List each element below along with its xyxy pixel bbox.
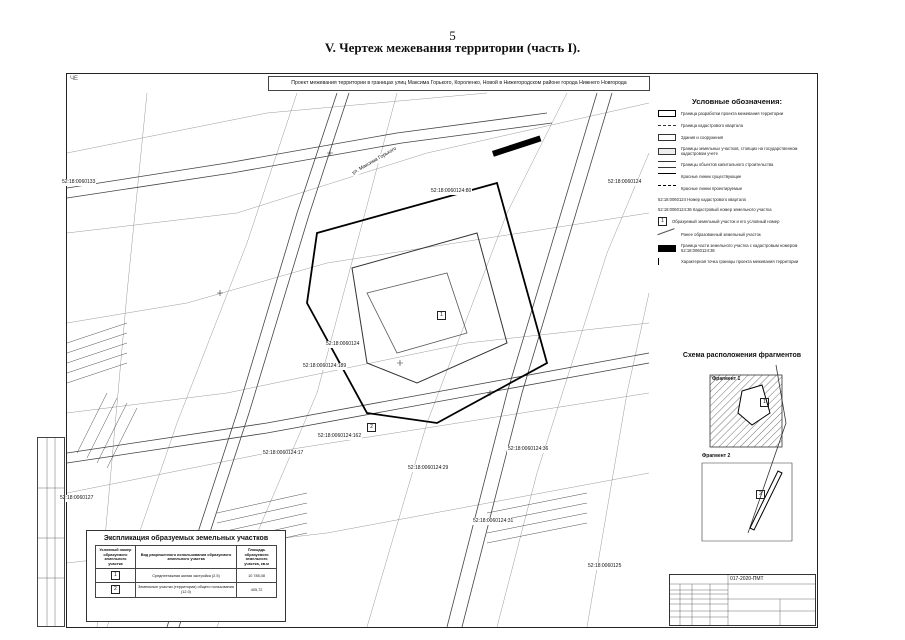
explication-title: Экспликация образуемых земельных участков	[103, 535, 269, 542]
scheme-drawing	[668, 363, 816, 553]
fragment-1-label: Фрагмент 1	[712, 376, 741, 382]
plot-number-icon: 1	[658, 217, 667, 226]
sheet-header: Проект межевания территории в границах улиц Максима Горького, Короленко, Новой в Нижегородском районе города Нижнего Новгорода	[268, 76, 650, 91]
building-symbol-icon	[658, 134, 676, 141]
plot-marker-1: 1	[437, 311, 446, 320]
legend-item: 52:18:0060124:36 Кадастровый номер земельного участка	[658, 207, 772, 212]
legend-item: Характерная точка границы проекта межевания территории	[658, 258, 816, 265]
street-label: ул. Максима Горького	[351, 145, 398, 177]
table-row: 1 Среднеэтажная жилая застройка (2.5) 10 785,08	[96, 569, 277, 583]
legend-item: Граница разработки проекта межевания территории	[658, 110, 816, 117]
table-header-row: Условный номер образуемого земельного участка Вид разрешенного использования образуемого земельного участка Площадь образуемого земельного участка, кв.м	[96, 546, 277, 569]
parcel-label: 52:18:0060124:29	[408, 465, 449, 471]
arrow-icon	[657, 228, 676, 241]
stamp-grid	[670, 575, 815, 625]
stamp-code: 017-2020-ПМТ	[730, 576, 764, 582]
legend-item: Границы объектов капитального строительства	[658, 161, 816, 168]
parcel-label: 52:18:0060124:17	[263, 450, 304, 456]
parcel-label: 52:18:0060124	[326, 341, 360, 347]
point-marker-icon	[658, 258, 676, 265]
parcel-label: 52:18:0060124:36	[508, 446, 549, 452]
scheme-marker-1: 1	[760, 398, 769, 407]
side-strip-grid	[38, 438, 64, 626]
parcel-symbol-icon	[658, 148, 676, 155]
page-title: V. Чертеж межевания территории (часть I).	[324, 40, 581, 55]
red-line-projected-icon	[658, 185, 676, 192]
legend-item: Ранее образованный земельный участок	[658, 231, 816, 238]
fragment-scheme	[668, 352, 816, 567]
legend-item: 1 Образуемый земельный участок и его условный номер	[658, 217, 816, 226]
red-line-existing-icon	[658, 173, 676, 180]
scheme-marker-2: 2	[756, 490, 765, 499]
table-row: 2 Земельные участки (территории) общего пользования (12.0) 405,72	[96, 583, 277, 597]
boundary-symbol-icon	[658, 110, 676, 117]
parcel-label: 52:18:0060127	[60, 495, 94, 501]
sheet-corner-mark: ЧЕ	[70, 76, 79, 82]
parcel-label: 52:18:0060125	[588, 563, 622, 569]
parcel-label: 52:18:0060124	[608, 179, 642, 185]
legend-item: Красные линии проектируемые	[658, 185, 816, 192]
parcel-label: 52:18:0060133	[62, 179, 96, 185]
side-stamp-strip	[37, 437, 65, 627]
parcel-label: 52:18:0060124:80	[431, 188, 472, 194]
fragment-2-label: Фрагмент 2	[702, 453, 731, 459]
legend-item: Граница кадастрового квартала	[658, 122, 816, 129]
legend-item: 52:18:0060124 Номер кадастрового квартала	[658, 197, 746, 202]
parcel-label: 52:18:0060124:31	[473, 518, 514, 524]
title-stamp	[669, 574, 816, 626]
legend-item: Красные линии существующие	[658, 173, 816, 180]
plot-marker-2: 2	[367, 423, 376, 432]
parcel-label: 52:18:0060124:162	[318, 433, 362, 439]
explication-table	[86, 530, 286, 622]
parcel-label: 52:18:0060124:189	[303, 363, 347, 369]
page-number: 5	[449, 28, 456, 43]
building-outline-icon	[658, 161, 676, 168]
dashed-line-icon	[658, 125, 676, 126]
legend-item: Здания и сооружения	[658, 134, 816, 141]
scheme-title: Схема расположения фрагментов	[682, 352, 802, 359]
explication-grid	[95, 545, 277, 598]
legend-title: Условные обозначения:	[692, 97, 782, 106]
legend-item: Граница части земельного участка с кадастровым номером 52:18:0060124:36	[658, 243, 816, 253]
legend	[658, 97, 816, 272]
legend-item: Границы земельных участков, стоящих на государственном кадастровом учете	[658, 146, 816, 156]
black-fill-icon	[658, 245, 676, 252]
